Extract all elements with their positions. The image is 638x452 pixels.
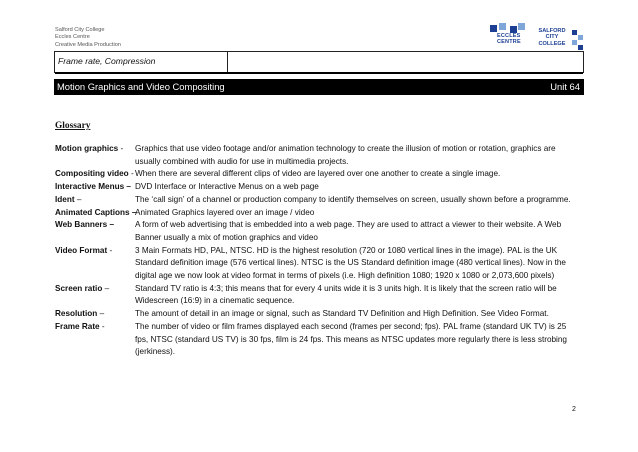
entry-definition: DVD Interface or Interactive Menus on a web page: [135, 182, 319, 192]
glossary-entry: [55, 308, 585, 321]
entry-definition: The ‘call sign’ of a channel or production company to identify themselves on screen, usually shown before a programme.: [135, 194, 571, 204]
glossary-entry: [55, 321, 585, 359]
glossary-entry: [55, 207, 585, 220]
entry-term: Animated Captions –: [55, 207, 137, 217]
entry-definition: A form of web advertising that is embedded into a web page. They are used to attract a viewer to their website. A Web Banner usually a mix of motion graphics and video: [135, 220, 562, 242]
entry-definition: The amount of detail in an image or signal, such as Standard TV Definition and High Definition. See Video Format.: [135, 309, 549, 319]
glossary-entry: [55, 283, 585, 308]
logo-square-icon: [578, 35, 583, 40]
entry-definition: When there are several different clips of video are layered over one another to create a single image.: [135, 169, 501, 179]
logo-square-icon: [518, 23, 525, 30]
logo-square-icon: [510, 26, 517, 33]
glossary-entry: [55, 245, 585, 283]
entry-term: Motion graphics -: [55, 144, 124, 153]
logo-square-icon: [499, 23, 506, 30]
entry-term: Compositing video -: [55, 169, 134, 179]
glossary-heading: Glossary: [55, 121, 91, 131]
entry-term: Ident –: [55, 194, 82, 204]
logo-square-icon: [490, 25, 497, 32]
topic-box: [54, 51, 584, 73]
title-bar: [54, 79, 584, 95]
topic-label: Frame rate, Compression: [58, 56, 156, 66]
page-number: 2: [572, 406, 576, 413]
eccles-logo-text: ECCLES CENTRE: [497, 33, 521, 45]
logo-square-icon: [572, 40, 577, 45]
entry-term: Frame Rate -: [55, 321, 105, 331]
glossary-list: [55, 143, 585, 359]
course-title: Motion Graphics and Video Compositing: [57, 81, 225, 92]
entry-term: Video Format -: [55, 245, 113, 255]
entry-term: Resolution –: [55, 309, 105, 319]
salford-logo-text: SALFORD CITY COLLEGE: [538, 28, 566, 47]
glossary-entry: [55, 168, 585, 181]
entry-term: Interactive Menus –: [55, 182, 131, 192]
college-line-2: Eccles Centre: [55, 34, 90, 41]
college-header: [55, 27, 121, 49]
glossary-entry: [55, 143, 585, 168]
unit-number: Unit 64: [550, 81, 580, 92]
topic-divider: [227, 52, 228, 72]
glossary-entry: [55, 219, 585, 244]
eccles-centre-logo: [488, 23, 526, 51]
entry-definition: Standard TV ratio is 4:3; this means that for every 4 units wide it is 3 units high. It is likely that the screen ratio will be Widescreen (16:9) in a cinematic sequence.: [135, 283, 557, 306]
college-line-1: Salford City College: [55, 27, 105, 33]
logo-square-icon: [578, 45, 583, 50]
college-line-3: Creative Media Production: [55, 41, 121, 48]
glossary-entry: [55, 194, 585, 207]
entry-term: Web Banners –: [55, 220, 114, 230]
topic-box-rule: [55, 72, 583, 74]
entry-definition: Animated Graphics layered over an image / video: [135, 207, 315, 217]
glossary-entry: [55, 181, 585, 194]
entry-term: Screen ratio –: [55, 283, 110, 293]
logo-square-icon: [572, 30, 577, 35]
entry-definition: Graphics that use video footage and/or animation technology to create the illusion of motion or rotation, graphics are usually combined with audio for use in multimedia projects.: [135, 144, 556, 166]
entry-definition: 3 Main Formats HD, PAL, NTSC. HD is the highest resolution (720 or 1080 vertical lines in the image). PAL is the UK Standard definition image (576 vertical lines). NTSC is the US Standard definition image (480 vertical lines). Now in the digital age we now look at video format in terms of pixels (i.e. High definition 1080; 1920 x 1080 or 2,073,600 pixels): [135, 245, 566, 281]
salford-city-college-logo: [534, 21, 584, 55]
entry-definition: The number of video or film frames displayed each second (frames per second; fps). PAL frame (standard UK TV) is 25 fps, NTSC (standard US TV) is 30 fps, film is 24 fps. This means as NTSC updates more regularly there is less strobing (jerkiness).: [135, 321, 567, 357]
